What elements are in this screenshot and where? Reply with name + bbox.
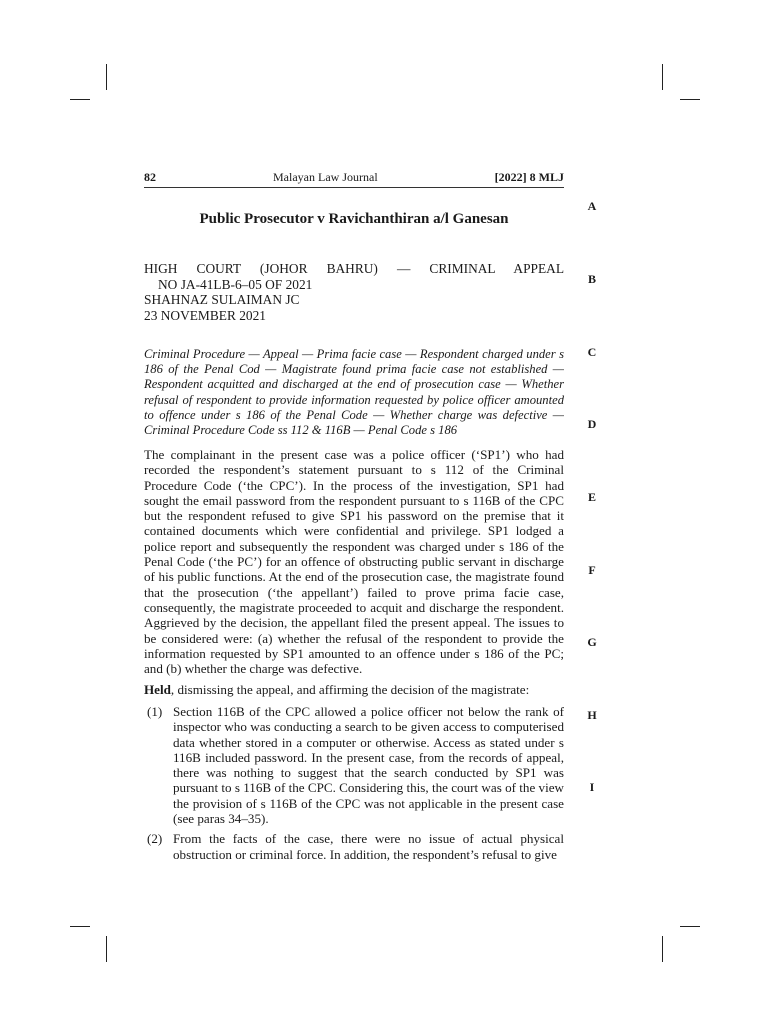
running-header xyxy=(144,170,564,185)
holding-number: (1) xyxy=(147,704,163,719)
crop-mark xyxy=(662,64,663,90)
held-line xyxy=(144,682,564,697)
citation: [2022] 8 MLJ xyxy=(494,170,564,184)
crop-mark xyxy=(680,926,700,927)
court-info xyxy=(144,261,564,323)
margin-letter-d: D xyxy=(587,417,597,431)
holding-number: (2) xyxy=(147,831,163,847)
holdings-list xyxy=(144,704,564,867)
crop-mark xyxy=(106,936,107,962)
crop-mark xyxy=(70,926,90,927)
margin-letter-f: F xyxy=(588,563,596,577)
headnote-summary: The complainant in the present case was a police officer (‘SP1’) who had recorded the respondent’s statement pursuant to s 112 of the Criminal Procedure Code (‘the CPC’). In the process of the investigation, SP1 had sought the email password from the respondent pursuant to s 116B of the CPC but the respondent refused to give SP1 his password on the premise that it contained documents which were confidential and privilege. SP1 lodged a police report and subsequently the respondent was charged under s 186 of the Penal Code (‘the PC’) for an offence of obstructing public servant in discharge of his public functions. At the end of the prosecution case, the magistrate found that the prosecution (‘the appellant’) failed to prove prima facie case, consequently, the magistrate proceeded to acquit and discharge the respondent. Aggrieved by the decision, the appellant filed the present appeal. The issues to be considered were: (a) whether the refusal of the respondent to provide the information requested by SP1 amounted to an offence under s 186 of the PC; and (b) whether the charge was defective. xyxy=(144,447,564,677)
crop-mark xyxy=(662,936,663,962)
margin-letter-h: H xyxy=(587,708,597,722)
holding-text: From the facts of the case, there were no issue of actual physical obstruction or criminal force. In addition, the respondent’s refusal to give xyxy=(173,831,564,862)
case-title: Public Prosecutor v Ravichanthiran a/l Ganesan xyxy=(199,211,509,227)
crop-mark xyxy=(106,64,107,90)
header-rule xyxy=(144,187,564,188)
holding-item xyxy=(144,831,564,862)
crop-mark xyxy=(680,99,700,100)
margin-letter-c: C xyxy=(587,345,597,359)
catchwords: Criminal Procedure — Appeal — Prima facie case — Respondent charged under s 186 of the Penal Cod — Magistrate found prima facie case not established — Respondent acquitted and discharged at the end of prosecution case — Whether refusal of respondent to provide information requested by police officer amounted to offence under s 186 of the Penal Code — Whether charge was defective — Criminal Procedure Code ss 112 & 116B — Penal Code s 186 xyxy=(144,347,564,438)
held-text: , dismissing the appeal, and affirming the decision of the magistrate: xyxy=(170,682,530,697)
margin-letter-b: B xyxy=(587,272,596,286)
held-label: Held xyxy=(144,682,171,697)
judge-name: SHAHNAZ SULAIMAN JC xyxy=(144,292,300,307)
margin-letter-a: A xyxy=(587,199,597,213)
holding-item xyxy=(144,704,564,826)
margin-letter-e: E xyxy=(587,490,596,504)
margin-letter-i: I xyxy=(589,780,595,794)
journal-name: Malayan Law Journal xyxy=(273,170,378,184)
margin-letter-g: G xyxy=(587,635,597,649)
appeal-number: NO JA-41LB-6–05 OF 2021 xyxy=(158,276,313,292)
holding-text: Section 116B of the CPC allowed a police officer not below the rank of inspector who was conducting a search to be given access to computerised data whether stored in a computer or otherwise. Access as stated under s 116B included password. In the present case, from the records of appeal, there was nothing to suggest that the search conducted by SP1 was pursuant to s 116B of the CPC. Considering this, the court was of the view the provision of s 116B of the CPC was not applicable in the present case (see paras 34–35). xyxy=(173,704,564,827)
page-number: 82 xyxy=(144,170,156,184)
crop-mark xyxy=(70,99,90,100)
court-name: HIGH COURT (JOHOR BAHRU) — CRIMINAL APPEAL xyxy=(144,261,564,276)
judgment-date: 23 NOVEMBER 2021 xyxy=(144,307,267,323)
